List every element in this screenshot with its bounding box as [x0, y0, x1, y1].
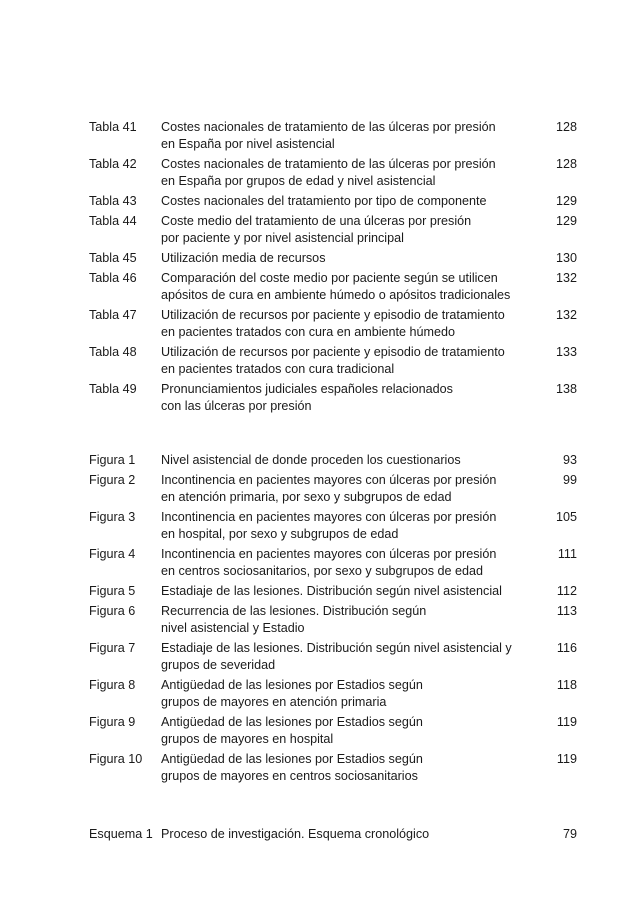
entry-page-number: 111: [557, 547, 577, 561]
entry-label: Figura 2: [89, 473, 136, 487]
entry-label: Tabla 42: [89, 157, 137, 171]
entry-title: Nivel asistencial de donde proceden los cuestionarios: [161, 453, 461, 467]
entry-page-number: 118: [556, 678, 577, 692]
entry-page-number: 105: [555, 510, 577, 524]
entry-title: Estadiaje de las lesiones. Distribución según nivel asistencial y grupos de severidad: [161, 641, 512, 672]
index-entry: [89, 826, 577, 843]
entry-label: Tabla 49: [89, 382, 137, 396]
index-entry: [89, 509, 577, 543]
entry-label: Figura 3: [89, 510, 136, 524]
entry-label: Figura 8: [89, 678, 136, 692]
entry-title: Incontinencia en pacientes mayores con úlceras por presión en hospital, por sexo y subgrupos de edad: [161, 510, 497, 541]
index-entry: [89, 751, 577, 785]
entry-title: Antigüedad de las lesiones por Estadios según grupos de mayores en hospital: [161, 715, 423, 746]
entry-title: Incontinencia en pacientes mayores con úlceras por presión en centros sociosanitarios, por sexo y subgrupos de edad: [161, 547, 497, 578]
entry-title: Comparación del coste medio por paciente según se utilicen apósitos de cura en ambiente húmedo o apósitos tradicionales: [161, 271, 511, 302]
entry-label: Tabla 45: [89, 251, 137, 265]
entry-label: Figura 5: [89, 584, 136, 598]
entry-label: Figura 4: [89, 547, 136, 561]
entry-label: Figura 10: [89, 752, 143, 766]
entry-title: Utilización de recursos por paciente y episodio de tratamiento en pacientes tratados con cura tradicional: [161, 345, 505, 376]
entry-label: Tabla 47: [89, 308, 137, 322]
index-entry: [89, 250, 577, 267]
entry-title: Costes nacionales de tratamiento de las úlceras por presión en España por nivel asistencial: [161, 120, 496, 151]
entry-page-number: 133: [555, 345, 577, 359]
tablas-list: [89, 119, 577, 418]
index-entry: [89, 640, 577, 674]
entry-title: Estadiaje de las lesiones. Distribución según nivel asistencial: [161, 584, 502, 598]
index-entry: [89, 381, 577, 415]
entry-page-number: 129: [555, 214, 577, 228]
entry-title: Utilización media de recursos: [161, 251, 326, 265]
index-entry: [89, 270, 577, 304]
entry-page-number: 79: [562, 827, 577, 841]
entry-page-number: 93: [562, 453, 577, 467]
index-entry: [89, 213, 577, 247]
index-entry: [89, 119, 577, 153]
entry-label: Tabla 48: [89, 345, 137, 359]
entry-title: Utilización de recursos por paciente y episodio de tratamiento en pacientes tratados con cura en ambiente húmedo: [161, 308, 505, 339]
entry-title: Costes nacionales del tratamiento por tipo de componente: [161, 194, 487, 208]
entry-page-number: 119: [556, 715, 577, 729]
entry-page-number: 128: [555, 120, 577, 134]
entry-page-number: 119: [556, 752, 577, 766]
index-entry: [89, 603, 577, 637]
entry-label: Figura 1: [89, 453, 136, 467]
index-entry: [89, 156, 577, 190]
index-entry: [89, 307, 577, 341]
index-entry: [89, 452, 577, 469]
entry-label: Tabla 43: [89, 194, 137, 208]
index-entry: [89, 714, 577, 748]
entry-label: Tabla 41: [89, 120, 137, 134]
esquemas-list: [89, 826, 577, 846]
entry-page-number: 132: [555, 271, 577, 285]
entry-title: Costes nacionales de tratamiento de las úlceras por presión en España por grupos de edad y nivel asistencial: [161, 157, 496, 188]
entry-title: Pronunciamientos judiciales españoles relacionados con las úlceras por presión: [161, 382, 453, 413]
entry-title: Recurrencia de las lesiones. Distribución según nivel asistencial y Estadio: [161, 604, 427, 635]
entry-title: Incontinencia en pacientes mayores con úlceras por presión en atención primaria, por sexo y subgrupos de edad: [161, 473, 497, 504]
entry-title: Antigüedad de las lesiones por Estadios según grupos de mayores en centros sociosanitarios: [161, 752, 423, 783]
entry-page-number: 116: [556, 641, 577, 655]
figuras-list: [89, 452, 577, 788]
index-entry: [89, 583, 577, 600]
index-entry: [89, 472, 577, 506]
entry-label: Figura 7: [89, 641, 136, 655]
entry-label: Esquema 1: [89, 827, 153, 841]
entry-page-number: 132: [555, 308, 577, 322]
index-entry: [89, 193, 577, 210]
entry-page-number: 130: [555, 251, 577, 265]
entry-label: Figura 6: [89, 604, 136, 618]
entry-page-number: 99: [562, 473, 577, 487]
index-entry: [89, 344, 577, 378]
entry-title: Antigüedad de las lesiones por Estadios según grupos de mayores en atención primaria: [161, 678, 423, 709]
index-entry: [89, 546, 577, 580]
entry-page-number: 128: [555, 157, 577, 171]
entry-label: Figura 9: [89, 715, 136, 729]
entry-page-number: 112: [556, 584, 577, 598]
entry-title: Proceso de investigación. Esquema cronológico: [161, 827, 430, 841]
entry-title: Coste medio del tratamiento de una úlceras por presión por paciente y por nivel asistencial principal: [161, 214, 472, 245]
entry-label: Tabla 46: [89, 271, 137, 285]
entry-page-number: 138: [555, 382, 577, 396]
index-entry: [89, 677, 577, 711]
entry-label: Tabla 44: [89, 214, 137, 228]
entry-page-number: 113: [556, 604, 577, 618]
entry-page-number: 129: [555, 194, 577, 208]
